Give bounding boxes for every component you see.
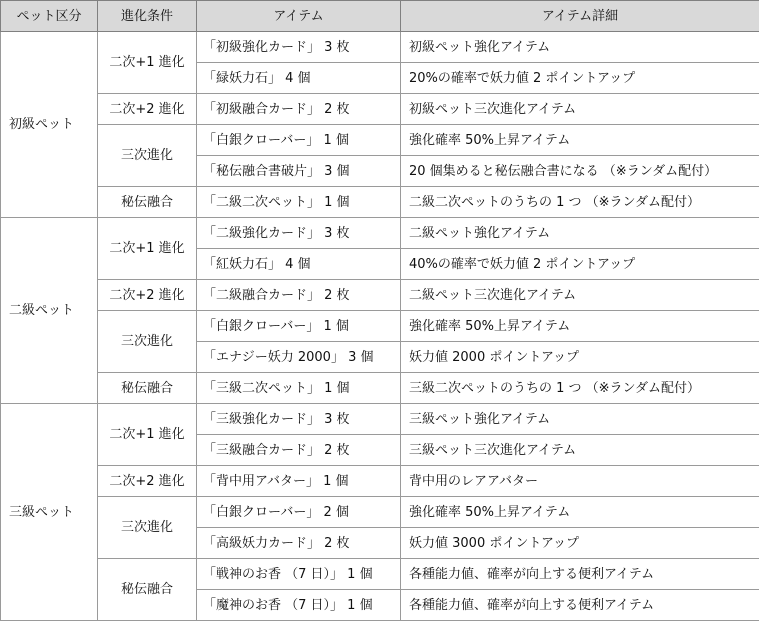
item-cell: 「初級融合カード」 2 枚	[197, 94, 401, 125]
header-pet: ペット区分	[1, 1, 98, 32]
table-row	[1, 466, 759, 497]
item-cell: 「二級融合カード」 2 枚	[197, 280, 401, 311]
item-cell: 「三級融合カード」 2 枚	[197, 435, 401, 466]
detail-cell: 各種能力値、確率が向上する便利アイテム	[401, 590, 759, 621]
condition-cell: 二次+1 進化	[98, 32, 197, 94]
condition-cell: 二次+1 進化	[98, 404, 197, 466]
condition-cell: 三次進化	[98, 125, 197, 187]
detail-cell: 初級ペット三次進化アイテム	[401, 94, 759, 125]
item-cell: 「背中用アバター」 1 個	[197, 466, 401, 497]
detail-cell: 二級二次ペットのうちの 1 つ （※ランダム配付）	[401, 187, 759, 218]
detail-cell: 二級ペット三次進化アイテム	[401, 280, 759, 311]
detail-cell: 二級ペット強化アイテム	[401, 218, 759, 249]
condition-cell: 三次進化	[98, 311, 197, 373]
item-cell: 「三級二次ペット」 1 個	[197, 373, 401, 404]
table-row	[1, 94, 759, 125]
table-row	[1, 373, 759, 404]
detail-cell: 40%の確率で妖力値 2 ポイントアップ	[401, 249, 759, 280]
pet-category-cell: 初級ペット	[1, 32, 98, 218]
condition-cell: 二次+2 進化	[98, 466, 197, 497]
condition-cell: 秘伝融合	[98, 187, 197, 218]
detail-cell: 妖力値 2000 ポイントアップ	[401, 342, 759, 373]
header-condition: 進化条件	[98, 1, 197, 32]
table-row	[1, 311, 759, 342]
item-cell: 「二級二次ペット」 1 個	[197, 187, 401, 218]
table-row	[1, 187, 759, 218]
detail-cell: 20 個集めると秘伝融合書になる （※ランダム配付）	[401, 156, 759, 187]
item-cell: 「白銀クローバー」 1 個	[197, 125, 401, 156]
detail-cell: 20%の確率で妖力値 2 ポイントアップ	[401, 63, 759, 94]
item-cell: 「秘伝融合書破片」 3 個	[197, 156, 401, 187]
condition-cell: 二次+2 進化	[98, 280, 197, 311]
detail-cell: 各種能力値、確率が向上する便利アイテム	[401, 559, 759, 590]
pet-category-cell: 二級ペット	[1, 218, 98, 404]
header-item: アイテム	[197, 1, 401, 32]
item-cell: 「戦神のお香 （7 日）」 1 個	[197, 559, 401, 590]
header-row	[1, 1, 759, 32]
pet-category-cell: 三級ペット	[1, 404, 98, 621]
detail-cell: 三級ペット強化アイテム	[401, 404, 759, 435]
detail-cell: 強化確率 50%上昇アイテム	[401, 125, 759, 156]
table-row	[1, 280, 759, 311]
detail-cell: 初級ペット強化アイテム	[401, 32, 759, 63]
table-row	[1, 32, 759, 63]
item-cell: 「高級妖力カード」 2 枚	[197, 528, 401, 559]
detail-cell: 三級ペット三次進化アイテム	[401, 435, 759, 466]
item-cell: 「初級強化カード」 3 枚	[197, 32, 401, 63]
table-row	[1, 125, 759, 156]
condition-cell: 二次+1 進化	[98, 218, 197, 280]
item-cell: 「白銀クローバー」 2 個	[197, 497, 401, 528]
item-cell: 「エナジー妖力 2000」 3 個	[197, 342, 401, 373]
detail-cell: 強化確率 50%上昇アイテム	[401, 311, 759, 342]
item-cell: 「三級強化カード」 3 枚	[197, 404, 401, 435]
condition-cell: 秘伝融合	[98, 373, 197, 404]
condition-cell: 秘伝融合	[98, 559, 197, 621]
table-row	[1, 218, 759, 249]
item-cell: 「緑妖力石」 4 個	[197, 63, 401, 94]
condition-cell: 二次+2 進化	[98, 94, 197, 125]
condition-cell: 三次進化	[98, 497, 197, 559]
item-cell: 「二級強化カード」 3 枚	[197, 218, 401, 249]
header-detail: アイテム詳細	[401, 1, 759, 32]
item-cell: 「白銀クローバー」 1 個	[197, 311, 401, 342]
detail-cell: 強化確率 50%上昇アイテム	[401, 497, 759, 528]
detail-cell: 三級二次ペットのうちの 1 つ （※ランダム配付）	[401, 373, 759, 404]
item-cell: 「魔神のお香 （7 日）」 1 個	[197, 590, 401, 621]
table-row	[1, 404, 759, 435]
detail-cell: 背中用のレアアバター	[401, 466, 759, 497]
table-row	[1, 497, 759, 528]
detail-cell: 妖力値 3000 ポイントアップ	[401, 528, 759, 559]
item-cell: 「紅妖力石」 4 個	[197, 249, 401, 280]
table-row	[1, 559, 759, 590]
